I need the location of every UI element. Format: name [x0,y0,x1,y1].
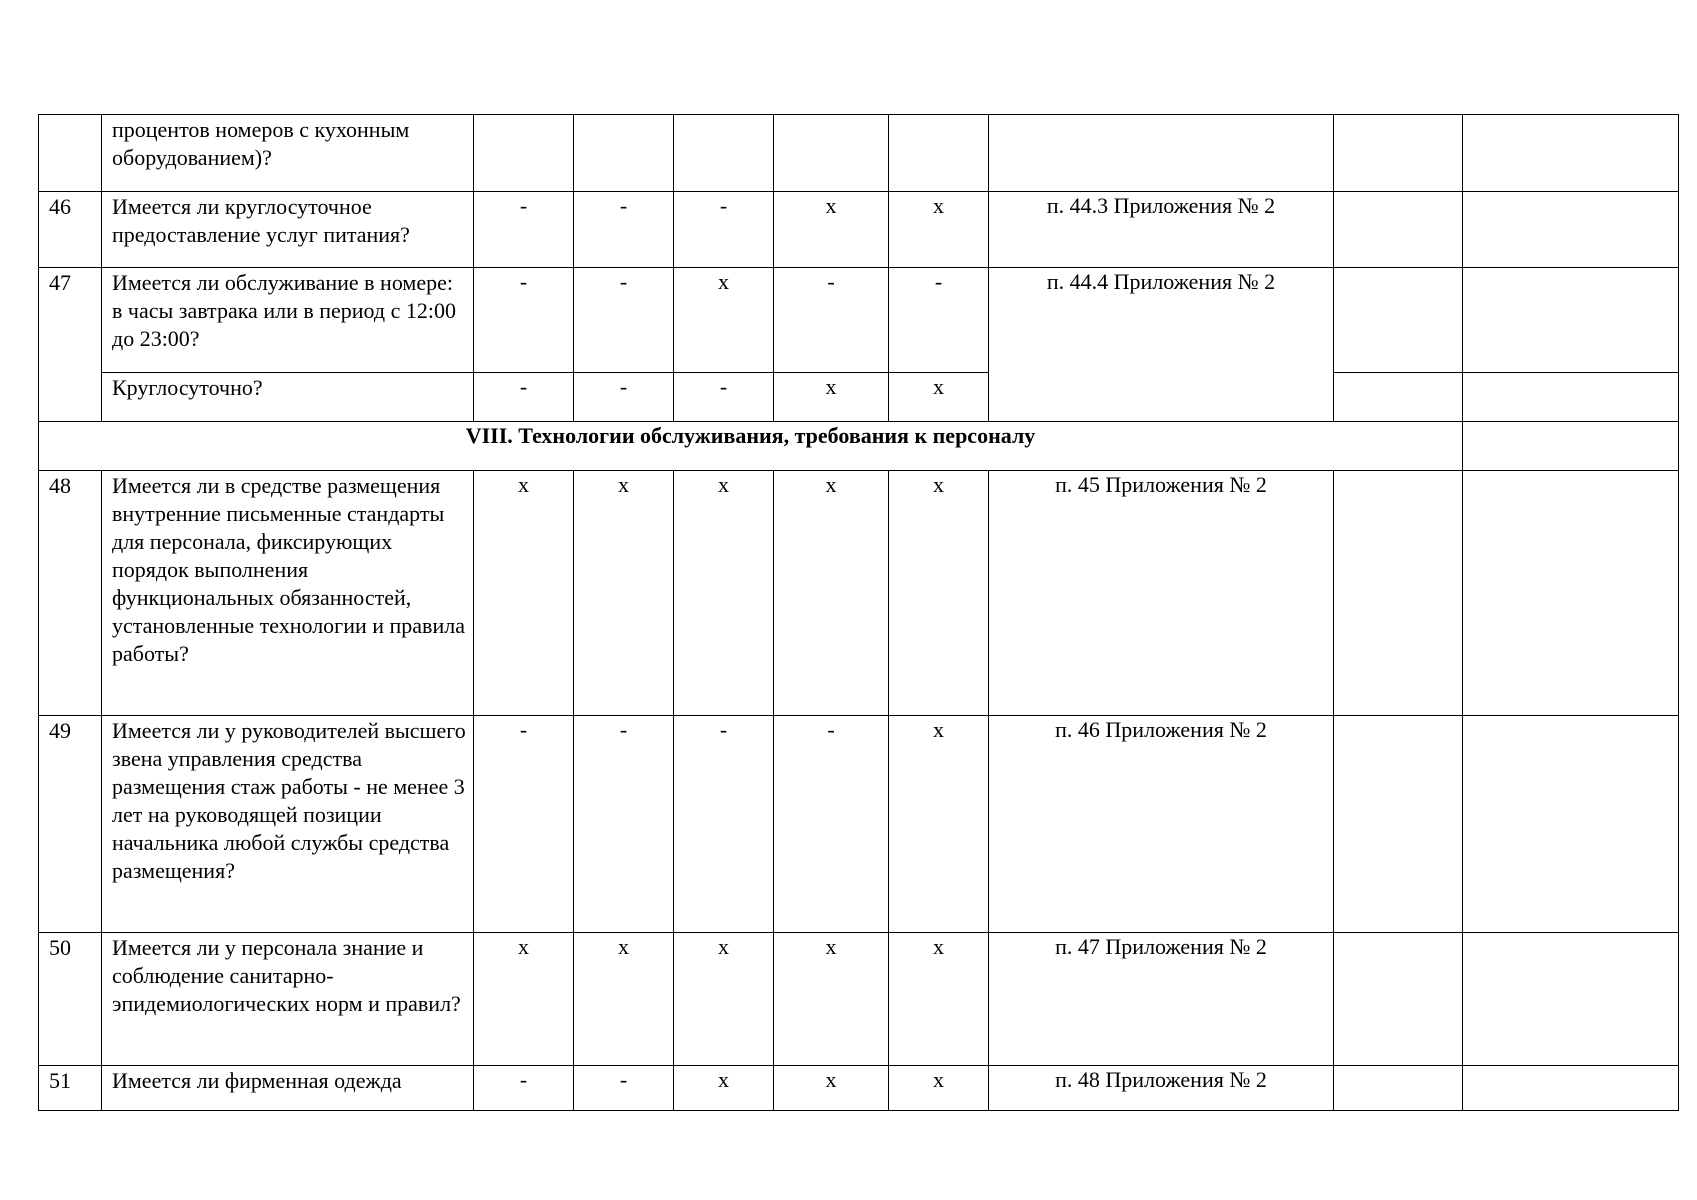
table-row [39,471,1679,716]
mark-cell: - [889,268,989,373]
mark-cell: - [674,373,774,422]
comment-cell [1463,933,1679,1066]
mark-cell: х [889,471,989,716]
row-number-cell [39,115,102,192]
mark-cell: - [774,268,889,373]
result-cell [1334,933,1463,1066]
mark-cell: х [774,1066,889,1111]
mark-cell: - [774,716,889,933]
reference-cell: п. 48 Приложения № 2 [989,1066,1334,1111]
reference-cell: п. 45 Приложения № 2 [989,471,1334,716]
result-cell [1334,373,1463,422]
table-row [39,1066,1679,1111]
mark-cell: х [889,192,989,268]
comment-cell [1463,192,1679,268]
mark-cell: - [574,716,674,933]
result-cell [1334,1066,1463,1111]
comment-cell [1463,422,1679,471]
comment-cell [1463,115,1679,192]
mark-cell: - [574,192,674,268]
result-cell [1334,115,1463,192]
mark-cell: х [574,933,674,1066]
table-row [39,716,1679,933]
question-cell: Круглосуточно? [102,373,474,422]
mark-cell: х [774,471,889,716]
mark-cell: х [774,933,889,1066]
mark-cell: х [889,373,989,422]
mark-cell: х [889,1066,989,1111]
section-row [39,422,1679,471]
question-cell: Имеется ли обслуживание в номере: в часы завтрака или в период с 12:00 до 23:00? [102,268,474,373]
mark-cell [774,115,889,192]
result-cell [1334,268,1463,373]
row-number-cell: 50 [39,933,102,1066]
question-cell: Имеется ли круглосуточное предоставление услуг питания? [102,192,474,268]
comment-cell [1463,373,1679,422]
mark-cell: - [574,373,674,422]
result-cell [1334,192,1463,268]
mark-cell: - [574,1066,674,1111]
mark-cell: х [774,192,889,268]
question-cell: Имеется ли в средстве размещения внутренние письменные стандарты для персонала, фиксирующих порядок выполнения функциональных обязанностей, установленные технологии и правила работы? [102,471,474,716]
table-row [39,115,1679,192]
mark-cell: х [474,933,574,1066]
mark-cell: х [674,471,774,716]
mark-cell [474,115,574,192]
mark-cell: - [674,716,774,933]
mark-cell: - [574,268,674,373]
row-number-cell: 49 [39,716,102,933]
requirements-table [38,114,1679,1111]
table-row [39,933,1679,1066]
mark-cell: - [474,1066,574,1111]
question-cell: Имеется ли фирменная одежда [102,1066,474,1111]
reference-cell [989,115,1334,192]
comment-cell [1463,716,1679,933]
mark-cell: х [574,471,674,716]
mark-cell [574,115,674,192]
reference-cell: п. 44.4 Приложения № 2 [989,268,1334,422]
mark-cell: х [674,1066,774,1111]
comment-cell [1463,471,1679,716]
row-number-cell: 46 [39,192,102,268]
mark-cell: х [674,268,774,373]
mark-cell: х [674,933,774,1066]
mark-cell: - [474,716,574,933]
mark-cell: х [474,471,574,716]
reference-cell: п. 47 Приложения № 2 [989,933,1334,1066]
mark-cell: - [474,192,574,268]
mark-cell: х [774,373,889,422]
reference-cell: п. 44.3 Приложения № 2 [989,192,1334,268]
row-number-cell: 51 [39,1066,102,1111]
section-title: VIII. Технологии обслуживания, требования к персоналу [39,422,1463,471]
row-number-cell: 48 [39,471,102,716]
mark-cell [889,115,989,192]
comment-cell [1463,268,1679,373]
mark-cell: - [674,192,774,268]
mark-cell: - [474,268,574,373]
question-cell: Имеется ли у руководителей высшего звена управления средства размещения стаж работы - не менее 3 лет на руководящей позиции начальника любой службы средства размещения? [102,716,474,933]
question-cell: процентов номеров с кухонным оборудованием)? [102,115,474,192]
table-row [39,268,1679,373]
mark-cell: х [889,933,989,1066]
mark-cell: х [889,716,989,933]
result-cell [1334,471,1463,716]
result-cell [1334,716,1463,933]
question-cell: Имеется ли у персонала знание и соблюдение санитарно-эпидемиологических норм и правил? [102,933,474,1066]
table-row [39,373,1679,422]
table-row [39,192,1679,268]
mark-cell: - [474,373,574,422]
comment-cell [1463,1066,1679,1111]
row-number-cell: 47 [39,268,102,422]
mark-cell [674,115,774,192]
reference-cell: п. 46 Приложения № 2 [989,716,1334,933]
